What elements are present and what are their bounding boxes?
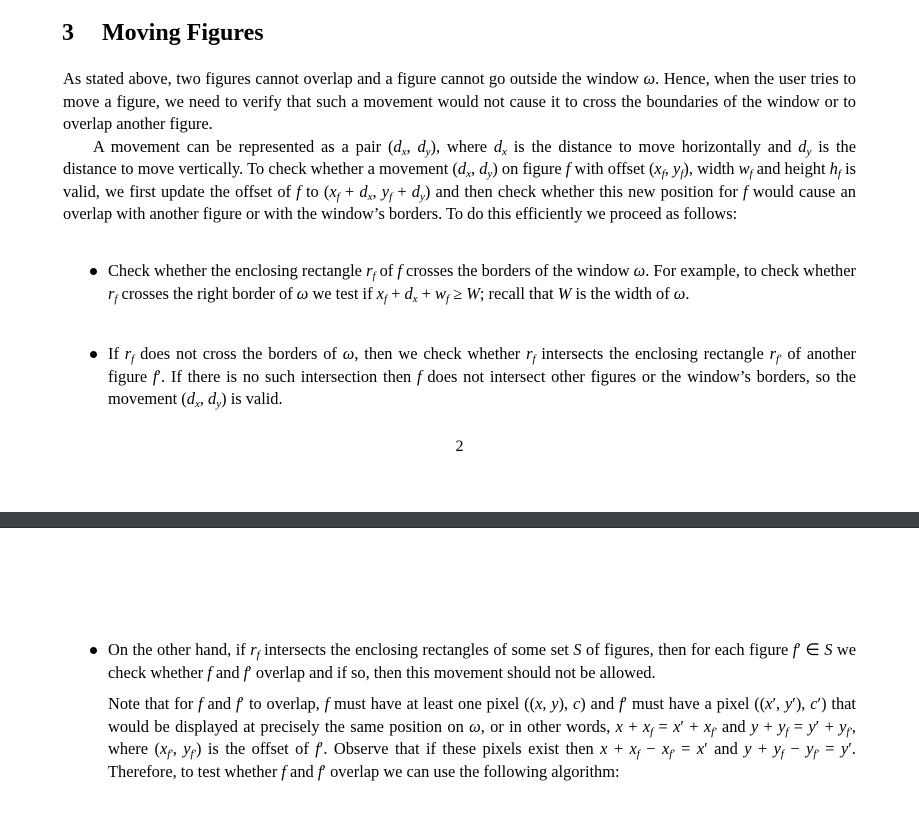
section-number: 3 — [62, 20, 74, 46]
bullet-icon — [90, 351, 97, 358]
section-heading — [62, 20, 264, 47]
list-item: On the other hand, if $r_f$ intersects the enclosing rectangles of some set S of figures, then for each figure f′ ∈ S we check whether f and f′ overlap and if so, then this movement should not be allowed. — [108, 639, 856, 684]
bullet-icon — [90, 268, 97, 275]
bullet-icon — [90, 647, 97, 654]
paragraph-1: As stated above, two figures cannot overlap and a figure cannot go outside the window ω. Hence, when the user tries to move a figure, we need to verify that such a movement would not cause it to cross the boundaries of the window or to overlap another figure. — [63, 69, 856, 133]
body-text — [63, 68, 856, 226]
list-item-continuation: Note that for f and f′ to overlap, f must have at least one pixel ((x, y), c) and f′ must have a pixel ((x′, y′), c′) that would be displayed at precisely the same position on ω, or in other words, $x + x_f = x' + x_{f'}$ and $y + y_f = y' + y_{f'}$, where ($x_{f'}$, $y_{f'}$) is the offset of f′. Observe that if these pixels exist then $x + x_f - x_{f'} = x'$ and $y + y_f - y_{f'} = y'$. Therefore, to test whether f and f′ overlap we can use the following algorithm: — [108, 694, 856, 781]
section-title: Moving Figures — [102, 20, 264, 46]
page-separator — [0, 512, 919, 528]
paragraph-2: A movement can be represented as a pair ($d_x$, $d_y$), where $d_x$ is the distance to move horizontally and $d_y$ is the distance to move vertically. To check whether a movement ($d_x$, $d_y$) on figure f with offset ($x_f$, $y_f$), width $w_f$ and height $h_f$ is valid, we first update the offset of f to ($x_f + d_x$, $y_f + d_y$) and then check whether this new position for f would cause an overlap with another figure or with the window’s borders. To do this efficiently we proceed as follows: — [63, 136, 857, 223]
list-item: Check whether the enclosing rectangle $r_f$ of f crosses the borders of the window ω. For example, to check whether $r_f$ crosses the right border of ω we test if $x_f + d_x + w_f \ge W$; recall that W is the width of ω. — [108, 260, 856, 305]
list-item: If $r_f$ does not cross the borders of ω, then we check whether $r_f$ intersects the enclosing rectangle $r_{f'}$ of another figure f′. If there is no such intersection then f does not intersect other figures or the window’s borders, so the movement ($d_x$, $d_y$) is valid. — [108, 343, 856, 411]
page-number: 2 — [455, 438, 464, 455]
